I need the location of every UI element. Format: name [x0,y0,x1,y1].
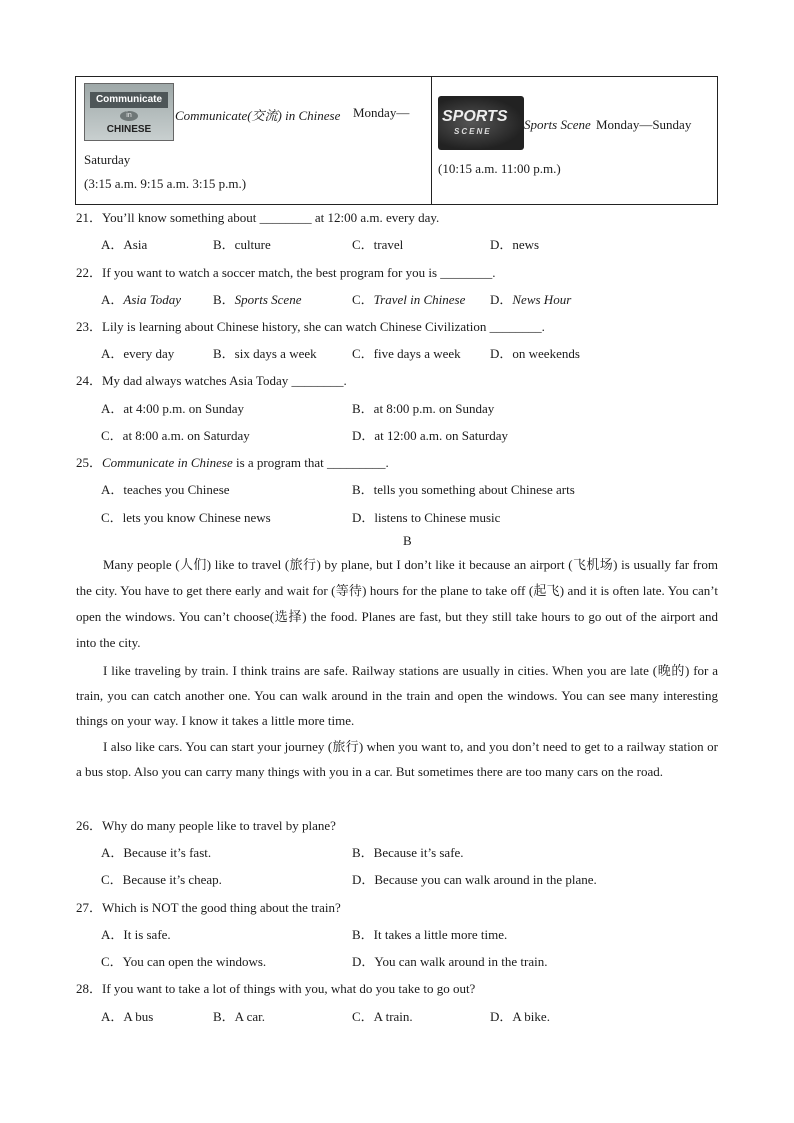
program-days: Monday— [353,105,410,120]
option-b: B．A car. [213,1009,265,1024]
option-a: A．every day [101,346,175,361]
question-25: 25．Communicate in Chinese is a program that _________. [76,455,389,470]
question-23: 23．Lily is learning about Chinese history, she can watch Chinese Civilization ________. [76,319,545,334]
option-c: C．five days a week [352,346,461,361]
option-d: D．listens to Chinese music [352,510,501,525]
option-a: A．teaches you Chinese [101,482,230,497]
schedule-table [75,76,718,205]
program-days: Monday—Sunday [596,117,692,132]
question-28: 28．If you want to take a lot of things with you, what do you take to go out? [76,981,476,996]
program-name: Sports Scene [524,117,591,132]
option-d: D．You can walk around in the train. [352,954,548,969]
option-c: C．Because it’s cheap. [101,872,222,887]
table-cell-communicate [76,77,431,204]
option-d: D．News Hour [490,292,572,307]
option-d: D．at 12:00 a.m. on Saturday [352,428,508,443]
option-a: A．It is safe. [101,927,171,942]
option-d: D．on weekends [490,346,580,361]
option-c: C．Travel in Chinese [352,292,466,307]
question-22: 22．If you want to watch a soccer match, the best program for you is ________. [76,265,496,280]
option-b: B．at 8:00 p.m. on Sunday [352,401,495,416]
option-d: D．news [490,237,540,252]
option-c: C．A train. [352,1009,413,1024]
option-b: B．Because it’s safe. [352,845,464,860]
option-d: D．A bike. [490,1009,550,1024]
section-heading: B [403,533,412,548]
option-b: B．It takes a little more time. [352,927,508,942]
program-times: (3:15 a.m. 9:15 a.m. 3:15 p.m.) [84,176,247,191]
table-cell-sports [432,77,718,204]
question-26: 26．Why do many people like to travel by plane? [76,818,336,833]
option-c: C．You can open the windows. [101,954,267,969]
question-27: 27．Which is NOT the good thing about the train? [76,900,341,915]
communicate-in-chinese-logo: Communicate in CHINESE [84,83,174,141]
program-times: (10:15 a.m. 11:00 p.m.) [438,161,561,176]
option-c: C．travel [352,237,404,252]
option-b: B．culture [213,237,271,252]
option-a: A．Because it’s fast. [101,845,212,860]
option-b: B．Sports Scene [213,292,302,307]
program-days-cont: Saturday [84,152,131,167]
option-a: A．Asia Today [101,292,182,307]
question-24: 24．My dad always watches Asia Today ________. [76,373,347,388]
option-c: C．lets you know Chinese news [101,510,271,525]
option-d: D．Because you can walk around in the plane. [352,872,597,887]
option-b: B．six days a week [213,346,317,361]
passage-paragraph-1: Many people (人们) like to travel (旅行) by plane, but I don’t like it because an airport (飞机场) is usually far from the city. You have to get there early and wait for (等待) hours for the plane to take off (起飞) and it is often late. You can’t open the windows. You can’t choose(选择) the food. Planes are fast, but they still take hours to go out of the airport and into the city. [76,557,718,650]
option-a: A．Asia [101,237,148,252]
sports-scene-logo: SPORTS SCENE [438,96,524,150]
option-a: A．A bus [101,1009,154,1024]
passage-paragraph-2: I like traveling by train. I think trains are safe. Railway stations are usually in cities. When you are late (晚的) for a train, you can catch another one. You can walk around in the train and open the windows. You can see many interesting things on your way. I know it takes a little more time. [76,663,718,728]
question-21: 21．You’ll know something about ________ at 12:00 a.m. every day. [76,210,440,225]
option-a: A．at 4:00 p.m. on Sunday [101,401,244,416]
option-c: C．at 8:00 a.m. on Saturday [101,428,250,443]
option-b: B．tells you something about Chinese arts [352,482,575,497]
passage-paragraph-3: I also like cars. You can start your journey (旅行) when you want to, and you don’t need to get to a railway station or a bus stop. Also you can carry many things with you in a car. But sometimes there are too many cars on the road. [76,739,718,779]
program-name: Communicate(交流) in Chinese [175,108,341,123]
